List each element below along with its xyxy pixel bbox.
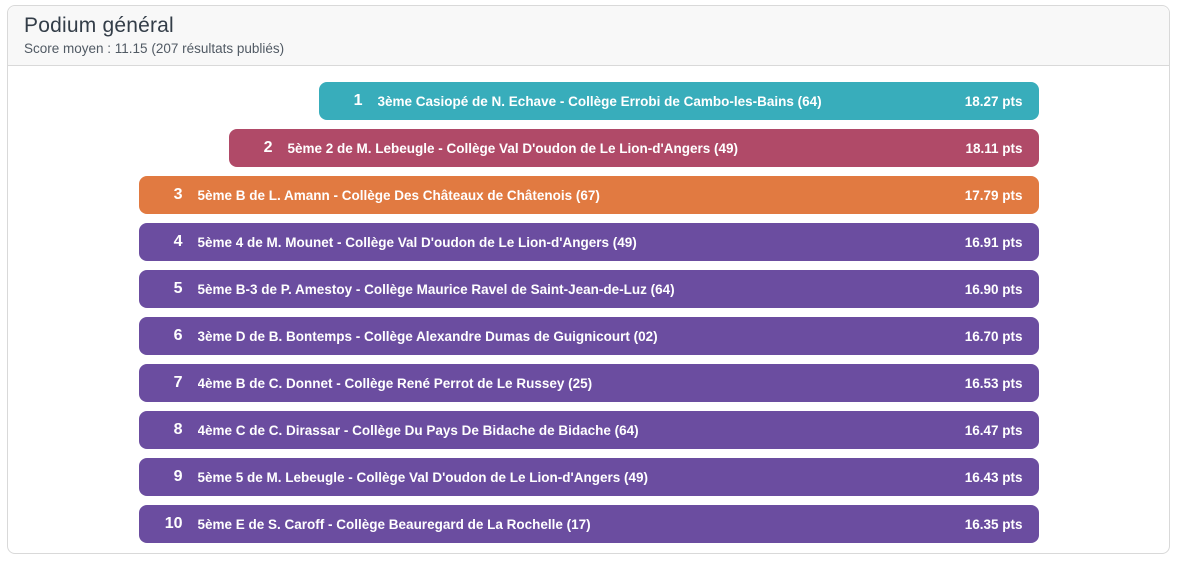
rank-number: 4 <box>173 233 183 250</box>
podium-row <box>139 364 1039 402</box>
row-label: 5ème 4 de M. Mounet - Collège Val D'oudon de Le Lion-d'Angers (49) <box>197 234 637 250</box>
row-points: 16.91 pts <box>964 234 1023 250</box>
podium-list <box>139 82 1039 543</box>
row-points: 18.11 pts <box>965 140 1023 156</box>
podium-row <box>139 223 1039 261</box>
row-label: 5ème B de L. Amann - Collège Des Châteaux de Châtenois (67) <box>197 187 600 203</box>
rank-number: 8 <box>173 421 183 438</box>
podium-row <box>229 129 1039 167</box>
podium-row <box>319 82 1039 120</box>
row-points: 16.90 pts <box>964 281 1023 297</box>
row-points: 16.43 pts <box>964 469 1023 485</box>
row-label: 3ème Casiopé de N. Echave - Collège Errobi de Cambo-les-Bains (64) <box>377 93 822 109</box>
podium-row <box>139 411 1039 449</box>
row-points: 16.70 pts <box>964 328 1023 344</box>
row-label: 5ème B-3 de P. Amestoy - Collège Maurice Ravel de Saint-Jean-de-Luz (64) <box>197 281 675 297</box>
rank-number: 3 <box>173 186 183 203</box>
rank-number: 10 <box>164 515 183 532</box>
row-points: 16.35 pts <box>964 516 1023 532</box>
row-points: 17.79 pts <box>964 187 1023 203</box>
page-title: Podium général <box>24 14 174 37</box>
podium-row <box>139 505 1039 543</box>
row-label: 4ème B de C. Donnet - Collège René Perrot de Le Russey (25) <box>197 375 593 391</box>
podium-row <box>139 458 1039 496</box>
row-label: 3ème D de B. Bontemps - Collège Alexandre Dumas de Guignicourt (02) <box>197 328 658 344</box>
rank-number: 9 <box>173 468 183 485</box>
podium-row <box>139 317 1039 355</box>
podium-row <box>139 270 1039 308</box>
row-points: 16.53 pts <box>964 375 1023 391</box>
row-points: 18.27 pts <box>964 93 1023 109</box>
card-header <box>8 6 1169 66</box>
rank-number: 5 <box>173 280 183 297</box>
podium-row <box>139 176 1039 214</box>
row-label: 5ème 5 de M. Lebeugle - Collège Val D'oudon de Le Lion-d'Angers (49) <box>197 469 648 485</box>
rank-number: 1 <box>353 92 363 109</box>
rank-number: 7 <box>173 374 183 391</box>
average-score-subtitle: Score moyen : 11.15 (207 résultats publiés) <box>24 41 285 56</box>
rank-number: 2 <box>263 139 273 156</box>
rank-number: 6 <box>173 327 183 344</box>
row-label: 4ème C de C. Dirassar - Collège Du Pays De Bidache de Bidache (64) <box>197 422 639 438</box>
row-label: 5ème E de S. Caroff - Collège Beauregard de La Rochelle (17) <box>197 516 591 532</box>
podium-card <box>7 5 1170 554</box>
row-label: 5ème 2 de M. Lebeugle - Collège Val D'oudon de Le Lion-d'Angers (49) <box>287 140 738 156</box>
row-points: 16.47 pts <box>964 422 1023 438</box>
